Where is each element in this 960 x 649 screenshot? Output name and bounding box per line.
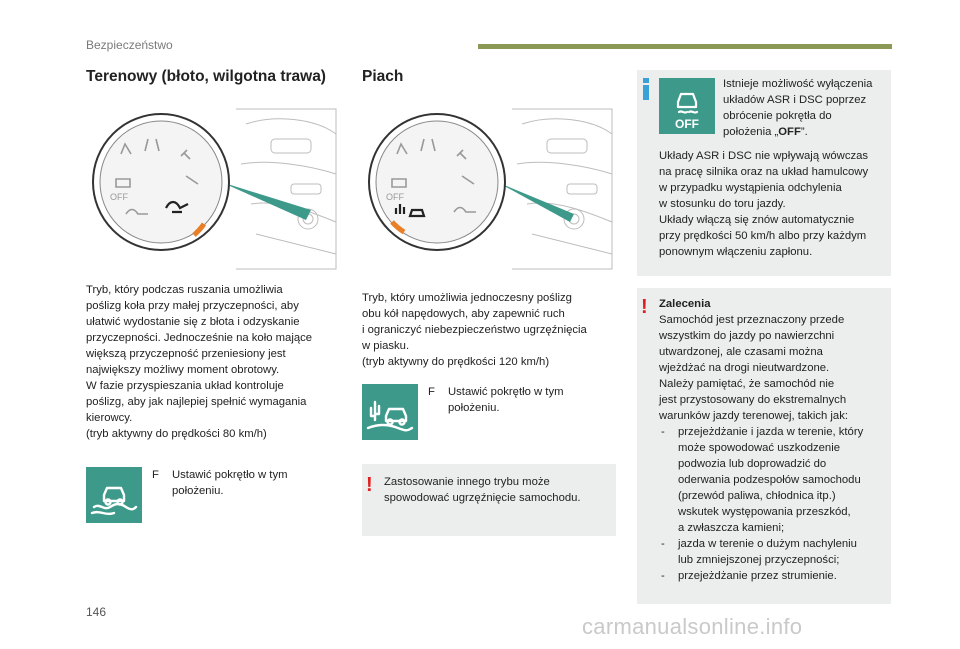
list-item: - jazda w terenie o dużym nachyleniu lub zmniejszonej przyczepności;	[659, 536, 891, 568]
lead-text-part: Istnieje możliwość wyłączenia układów ASR i DSC poprzez obrócenie pokrętła do położenia „	[723, 78, 873, 138]
sand-icon	[362, 384, 418, 440]
info-icon	[643, 78, 649, 100]
mud-terrain-icon	[86, 467, 142, 523]
mud-mode-icon-box	[86, 467, 142, 523]
esc-off-icon-box	[659, 78, 715, 134]
sand-warning-box	[362, 464, 616, 536]
list-item: - przejeżdżanie i jazda w terenie, który może spowodować uszkodzenie podwozia lub doprowadzić do oderwania podzespołów samochodu (przewód paliwa, chłodnica itp.) wskutek występowania przeszkód, a zwłaszcza kamieni;	[659, 424, 891, 536]
esc-off-label: OFF	[675, 117, 699, 131]
lead-text-end: ”.	[800, 126, 808, 138]
sand-mode-description: Tryb, który umożliwia jednoczesny poślizg obu kół napędowych, aby zapewnić ruch i ograniczyć niebezpieczeństwo ugrzęźnięcia w piasku. (tryb aktywny do prędkości 120 km/h)	[362, 292, 587, 368]
drive-mode-dial-figure	[362, 104, 616, 274]
mud-step-marker: F	[152, 469, 159, 481]
sand-step-text: Ustawić pokrętło w tym położeniu.	[448, 386, 564, 414]
recommendation-list	[659, 424, 891, 584]
sand-mode-icon-box	[362, 384, 418, 440]
dial-illustration-sand	[362, 104, 616, 274]
warning-icon: !	[366, 474, 373, 496]
asr-dsc-info-box	[637, 70, 891, 276]
pointer-wedge	[221, 182, 311, 220]
section-label: Bezpieczeństwo	[86, 38, 173, 52]
lead-off-bold: OFF	[778, 126, 801, 138]
mode-title-sand: Piach	[362, 68, 404, 85]
warning-icon: !	[641, 296, 648, 318]
list-item: - przejeżdżanie przez strumienie.	[659, 568, 891, 584]
recommendation-content	[659, 296, 891, 584]
dial-illustration-mud	[86, 104, 340, 274]
recommendation-box	[637, 288, 891, 604]
asr-dsc-body-text: Układy ASR i DSC nie wpływają wówczas na pracę silnika oraz na układ hamulcowy w przypadku wystąpienia odchylenia w stosunku do toru jazdy. Układy włączą się znów automatycznie przy prędkości 50 km/h albo przy każdym ponownym włączeniu zapłonu.	[659, 150, 869, 258]
mud-mode-description: Tryb, który podczas ruszania umożliwia poślizg koła przy małej przyczepności, aby ułatwić wydostanie się z błota i odzyskanie przyczepności. Jednocześnie na koło mające większą przyczepność przeniesiony jest największy możliwy moment obrotowy. W fazie przyspieszania układ kontroluje poślizg, aby jak najlepiej spełnić wymagania kierowcy. (tryb aktywny do prędkości 80 km/h)	[86, 284, 313, 440]
page-number: 146	[86, 605, 107, 619]
pointer-wedge	[497, 182, 574, 222]
recommendation-title: Zalecenia	[659, 298, 711, 310]
recommendation-body: Samochód jest przeznaczony przede wszystkim do jazdy po nawierzchni utwardzonej, ale czasami można wjeżdżać na drogi nieutwardzone. Należy pamiętać, że samochód nie jest przystosowany do ekstremalnych warunków jazdy terenowej, takich jak:	[659, 314, 848, 422]
drive-mode-dial-figure	[86, 104, 340, 274]
traction-off-icon	[659, 78, 715, 134]
mud-step-text: Ustawić pokrętło w tym położeniu.	[172, 469, 288, 497]
asr-dsc-lead-text	[723, 76, 887, 140]
header-rule	[478, 44, 892, 49]
dial-off-label: OFF	[110, 192, 128, 202]
mode-title-mud: Terenowy (błoto, wilgotna trawa)	[86, 68, 326, 85]
sand-step-marker: F	[428, 386, 435, 398]
watermark: carmanualsonline.info	[582, 614, 803, 639]
sand-warning-text: Zastosowanie innego trybu może spowodować ugrzęźnięcie samochodu.	[384, 476, 581, 504]
dial-off-label: OFF	[386, 192, 404, 202]
